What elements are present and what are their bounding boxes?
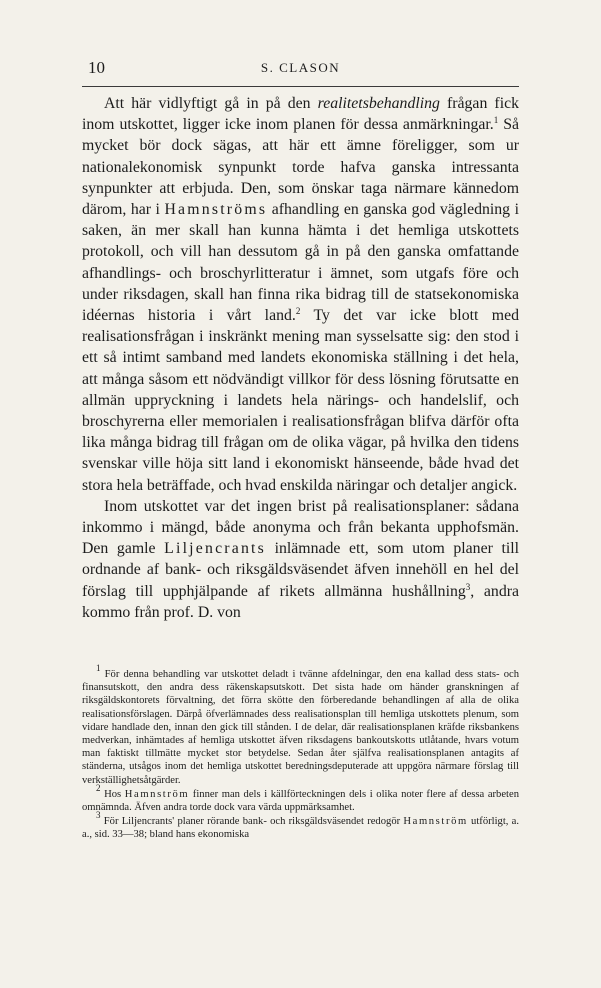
- italic-term: realitetsbehandling: [317, 95, 440, 112]
- header-rule: [82, 86, 519, 87]
- author-name: Hamnström: [403, 816, 468, 828]
- paragraph-2: [82, 496, 519, 623]
- text-run: , andra kommo från prof. D. von: [82, 582, 520, 621]
- running-head: S. CLASON: [260, 60, 341, 75]
- footnote-1: [82, 663, 519, 787]
- footnote-3: [82, 810, 520, 841]
- text-run: afhandling en ganska god vägledning i saken, än mer skall han kunna hämta i det hemliga utskottets protokoll, och vill han dessutom gå in på den ganska omfattande afhandlings- och broschyrlitteratur i ämnet, som utgafs före och under riksdagen, skall han finna rika bidrag till de statsekonomiska idéernas historia i vårt land.: [82, 201, 519, 325]
- paragraph-1: [82, 93, 519, 496]
- footnote-text: finner man dels i källförteckningen dels i olika noter flere af dessa arbeten omnämnda. Äfven andra torde dock vara värda uppmärksamhet.: [82, 788, 519, 814]
- footnotes: [82, 663, 520, 843]
- footnote-text: Hos: [104, 788, 125, 800]
- page-number: 10: [88, 58, 105, 77]
- author-name: Hamnströms: [164, 201, 268, 219]
- footnote-ref-2[interactable]: 2: [295, 306, 301, 317]
- footnote-mark: 1: [96, 663, 101, 673]
- text-run: inlämnade ett, som utom planer till ordnande af bank- och riksgäldsväsendet äfven innehöll en hel del förslag till upphjälpande af rikets allmänna hushållning: [82, 540, 519, 600]
- text-run: Ty det var icke blott med realisationsfrågan i inskränkt mening man sysselsatte sig: den stod i ett så intimt samband med landets ekonomiska ställning i det hela, att många såsom ett nödvändigt villkor för dess lösning förutsatte en allmän uppryckning i landets hela närings- och handelslif, och broschyrerna eller memorialen i realisationsfrågan blifva därför ofta lika många bidrag till frågan om de olika vägar, på hvilka den tidens svenskar ville höja sitt land i ekonomiskt hänseende, både hvad det stora hela beträffade, och hvad enskilda näringar och detaljer angick.: [82, 307, 520, 494]
- page-header: [82, 58, 519, 80]
- author-name: Hamnström: [124, 788, 190, 800]
- author-name: Liljencrants: [164, 540, 266, 558]
- footnote-mark: 2: [96, 782, 101, 793]
- footnote-2: [82, 782, 519, 814]
- footnote-text: För denna behandling var utskottet deladt i tvänne afdelningar, den ena kallad dess stats- och finansutskott, den andra dess räkenskapsutskott. Det sista hade om händer granskningen af riksgäldskontorets förvaltning, det förra skötte den förberedande behandlingen af alla de olika realisationsförslagen. Därpå öfverlämnades dess realisationsplan till hemliga utskottets plenum, som vidare handlade den, innan den gick till stånden. I de delar, där realisationsplanen kräfde riksbankens medverkan, inhämtades af hemliga utskottet äfven riksdagens bankoutskotts utlåtande, hvars votum man faktiskt tillmätte mycket stor betydelse. Sedan åter själfva realisationsplanen antagits af ständerna, utsågos inom det hemliga utskottet beredningsdeputerade att uppgöra närmare förslag till verkställighetsåtgärder.: [82, 669, 519, 786]
- footnote-text: utförligt, a. a., sid. 33—38; bland hans ekonomiska: [82, 816, 520, 841]
- text-run: frågan fick inom utskottet, ligger icke inom planen för dessa anmärkningar.: [82, 95, 519, 134]
- text-run: Inom utskottet var det ingen brist på realisationsplaner: sådana inkommo i mängd, både anonyma och från bekanta upphofsmän. Den gamle: [82, 497, 519, 558]
- text-run: Så mycket bör dock sägas, att här ett ämne föreligger, som ur nationalekonomisk synpunkt torde hafva ganska intressanta synpunkter att erbjuda. Den, som önskar taga närmare kännedom därom, har i: [82, 116, 519, 219]
- footnote-text: För Liljencrants' planer rörande bank- och riksgäldsväsendet redogör: [103, 816, 404, 828]
- footnote-ref-1[interactable]: 1: [493, 115, 499, 126]
- text-run: Att här vidlyftigt gå in på den: [104, 95, 318, 112]
- footnote-ref-3[interactable]: 3: [465, 581, 471, 592]
- body-text: [82, 93, 519, 623]
- footnote-mark: 3: [96, 810, 101, 821]
